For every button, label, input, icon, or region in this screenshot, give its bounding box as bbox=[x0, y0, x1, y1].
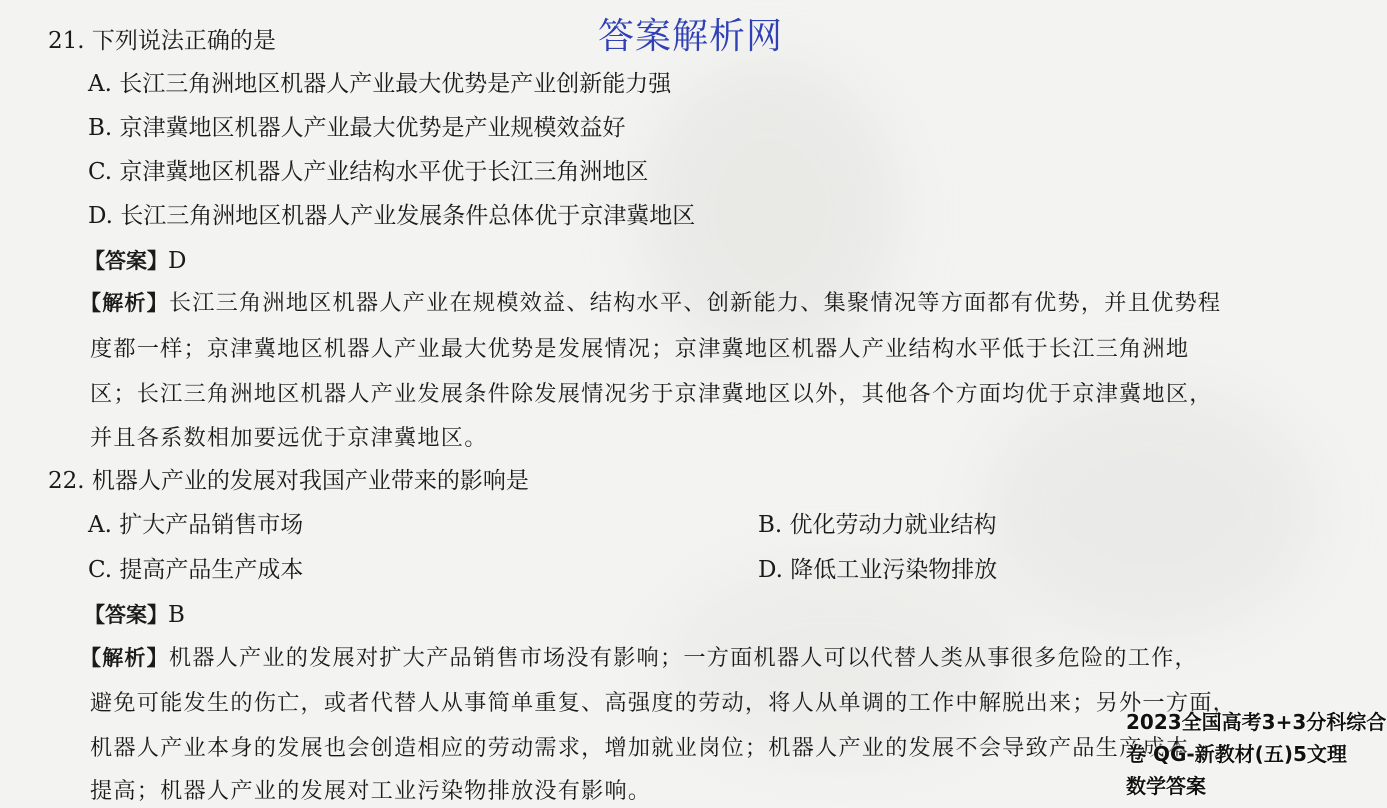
q21-option-d: D. 长江三角洲地区机器人产业发展条件总体优于京津冀地区 bbox=[88, 203, 696, 229]
q22-answer-tag: 【答案】 bbox=[84, 603, 168, 627]
q21-explain-text-1: 长江三角洲地区机器人产业在规模效益、结构水平、创新能力、集聚情况等方面都有优势，并且优势程 bbox=[168, 290, 1222, 316]
q22-answer bbox=[84, 600, 185, 630]
q22-answer-value: B bbox=[168, 602, 185, 628]
overlay-line-2: 卷 QG-新教材(五)5文理 bbox=[1126, 742, 1347, 766]
q21-option-c: C. 京津冀地区机器人产业结构水平优于长江三角洲地区 bbox=[88, 159, 649, 185]
q22-option-d: D. 降低工业污染物排放 bbox=[758, 557, 998, 583]
overlay-caption bbox=[1126, 706, 1387, 802]
overlay-line-3: 数学答案 bbox=[1126, 774, 1206, 798]
watermark-text: 答案解析网 bbox=[598, 16, 784, 57]
q22-explain-text-1: 机器人产业的发展对扩大产品销售市场没有影响；一方面机器人可以代替人类从事很多危险的工作， bbox=[168, 645, 1198, 671]
q22-explain-tag: 【解析】 bbox=[80, 646, 169, 670]
q21-explain-tag: 【解析】 bbox=[80, 291, 169, 315]
q21-answer-value: D bbox=[168, 248, 187, 274]
q21-answer bbox=[84, 246, 186, 276]
q21-explain-line-2: 度都一样；京津冀地区机器人产业最大优势是发展情况；京津冀地区机器人产业结构水平低于长江三角洲地 bbox=[90, 336, 1190, 362]
q21-explain-line-4: 并且各系数相加要远优于京津冀地区。 bbox=[90, 425, 488, 451]
q22-title: 22. 机器人产业的发展对我国产业带来的影响是 bbox=[48, 468, 529, 494]
q22-option-b: B. 优化劳动力就业结构 bbox=[758, 512, 997, 538]
q22-explain-line-4: 提高；机器人产业的发展对工业污染物排放没有影响。 bbox=[90, 778, 652, 804]
q21-option-a: A. 长江三角洲地区机器人产业最大优势是产业创新能力强 bbox=[88, 71, 672, 97]
q22-option-c: C. 提高产品生产成本 bbox=[88, 557, 304, 583]
q21-answer-tag: 【答案】 bbox=[84, 249, 168, 273]
q21-explain-line-3: 区；长江三角洲地区机器人产业发展条件除发展情况劣于京津冀地区以外，其他各个方面均优于京津冀地区， bbox=[90, 381, 1213, 407]
q21-option-b: B. 京津冀地区机器人产业最大优势是产业规模效益好 bbox=[88, 115, 626, 141]
q22-option-a: A. 扩大产品销售市场 bbox=[88, 512, 304, 538]
q22-explain-line-2: 避免可能发生的伤亡，或者代替人从事简单重复、高强度的劳动，将人从单调的工作中解脱出来；另外一方面， bbox=[90, 690, 1236, 716]
q21-title: 21. 下列说法正确的是 bbox=[48, 28, 276, 54]
q22-explain-line-3: 机器人产业本身的发展也会创造相应的劳动需求，增加就业岗位；机器人产业的发展不会导致产品生产成本 bbox=[90, 735, 1190, 761]
overlay-line-1: 2023全国高考3+3分科综合 bbox=[1126, 710, 1387, 734]
q21-explain-line-1 bbox=[80, 288, 1221, 318]
q22-explain-line-1 bbox=[80, 643, 1198, 673]
